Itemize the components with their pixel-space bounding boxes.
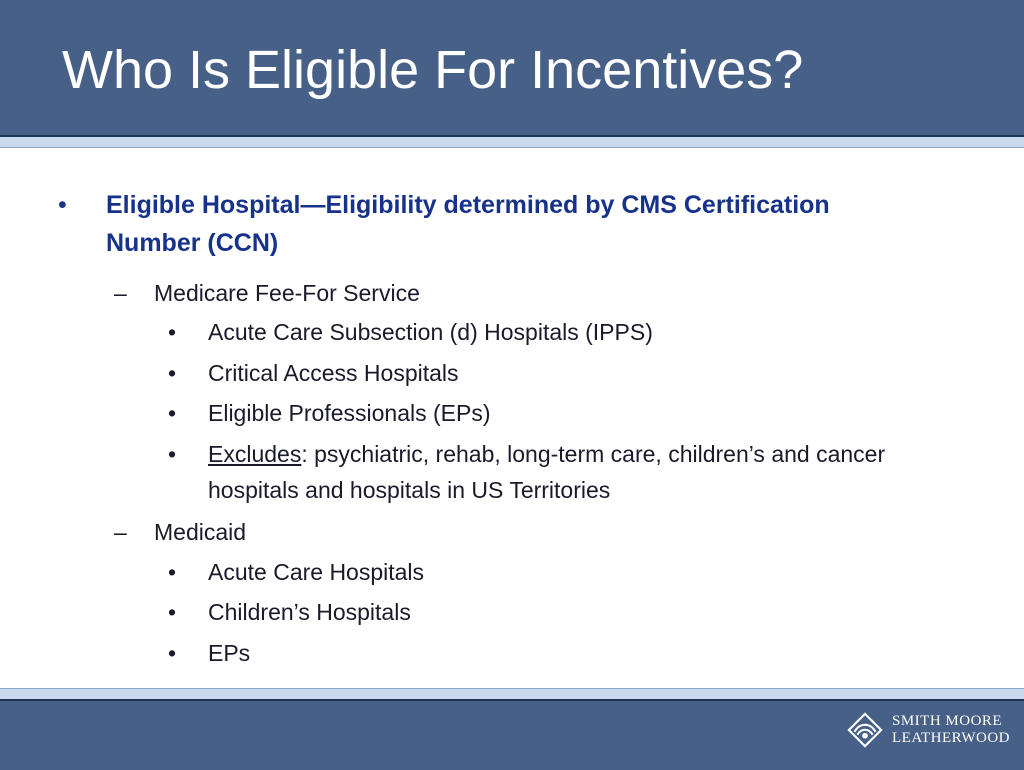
bullet-icon: • — [58, 191, 67, 219]
list-item-text: Eligible Professionals (EPs) — [208, 400, 491, 426]
subitem-label: Medicare Fee-For Service — [154, 280, 420, 306]
header-divider — [0, 137, 1024, 148]
smith-moore-leatherwood-logo — [846, 708, 1010, 752]
excludes-text: : psychiatric, rehab, long-term care, children’s and cancer hospitals and hospitals in US Territories — [208, 441, 886, 503]
dash-icon: – — [114, 280, 127, 306]
bullet-icon: • — [168, 559, 177, 585]
bullet-icon: • — [168, 599, 177, 625]
bullet-icon: • — [168, 441, 177, 467]
dash-icon: – — [114, 519, 127, 545]
smith-moore-leatherwood-logo-icon — [846, 711, 884, 749]
bullet-icon: • — [168, 319, 177, 345]
list-item-text: EPs — [208, 640, 251, 666]
logo-line-2: LEATHERWOOD — [892, 730, 1010, 746]
excludes-label: Excludes — [208, 441, 302, 467]
subitem-label: Medicaid — [154, 519, 247, 545]
list-item-text — [208, 436, 968, 508]
header-bar — [0, 0, 1024, 137]
slide-title: Who Is Eligible For Incentives? — [62, 40, 804, 100]
list-item-text: Critical Access Hospitals — [208, 360, 459, 386]
footer-divider — [0, 688, 1024, 699]
logo-line-1: SMITH MOORE — [892, 713, 1003, 729]
list-item-text: Acute Care Hospitals — [208, 559, 425, 585]
bullet-icon: • — [168, 360, 177, 386]
list-item-text: Acute Care Subsection (d) Hospitals (IPPS) — [208, 319, 653, 345]
bullet-icon: • — [168, 400, 177, 426]
bullet-icon: • — [168, 640, 177, 666]
logo-wordmark — [892, 713, 1010, 747]
list-item-text: Children’s Hospitals — [208, 599, 411, 625]
bullet-text: Eligible Hospital—Eligibility determined by CMS Certification Number (CCN) — [106, 191, 830, 257]
